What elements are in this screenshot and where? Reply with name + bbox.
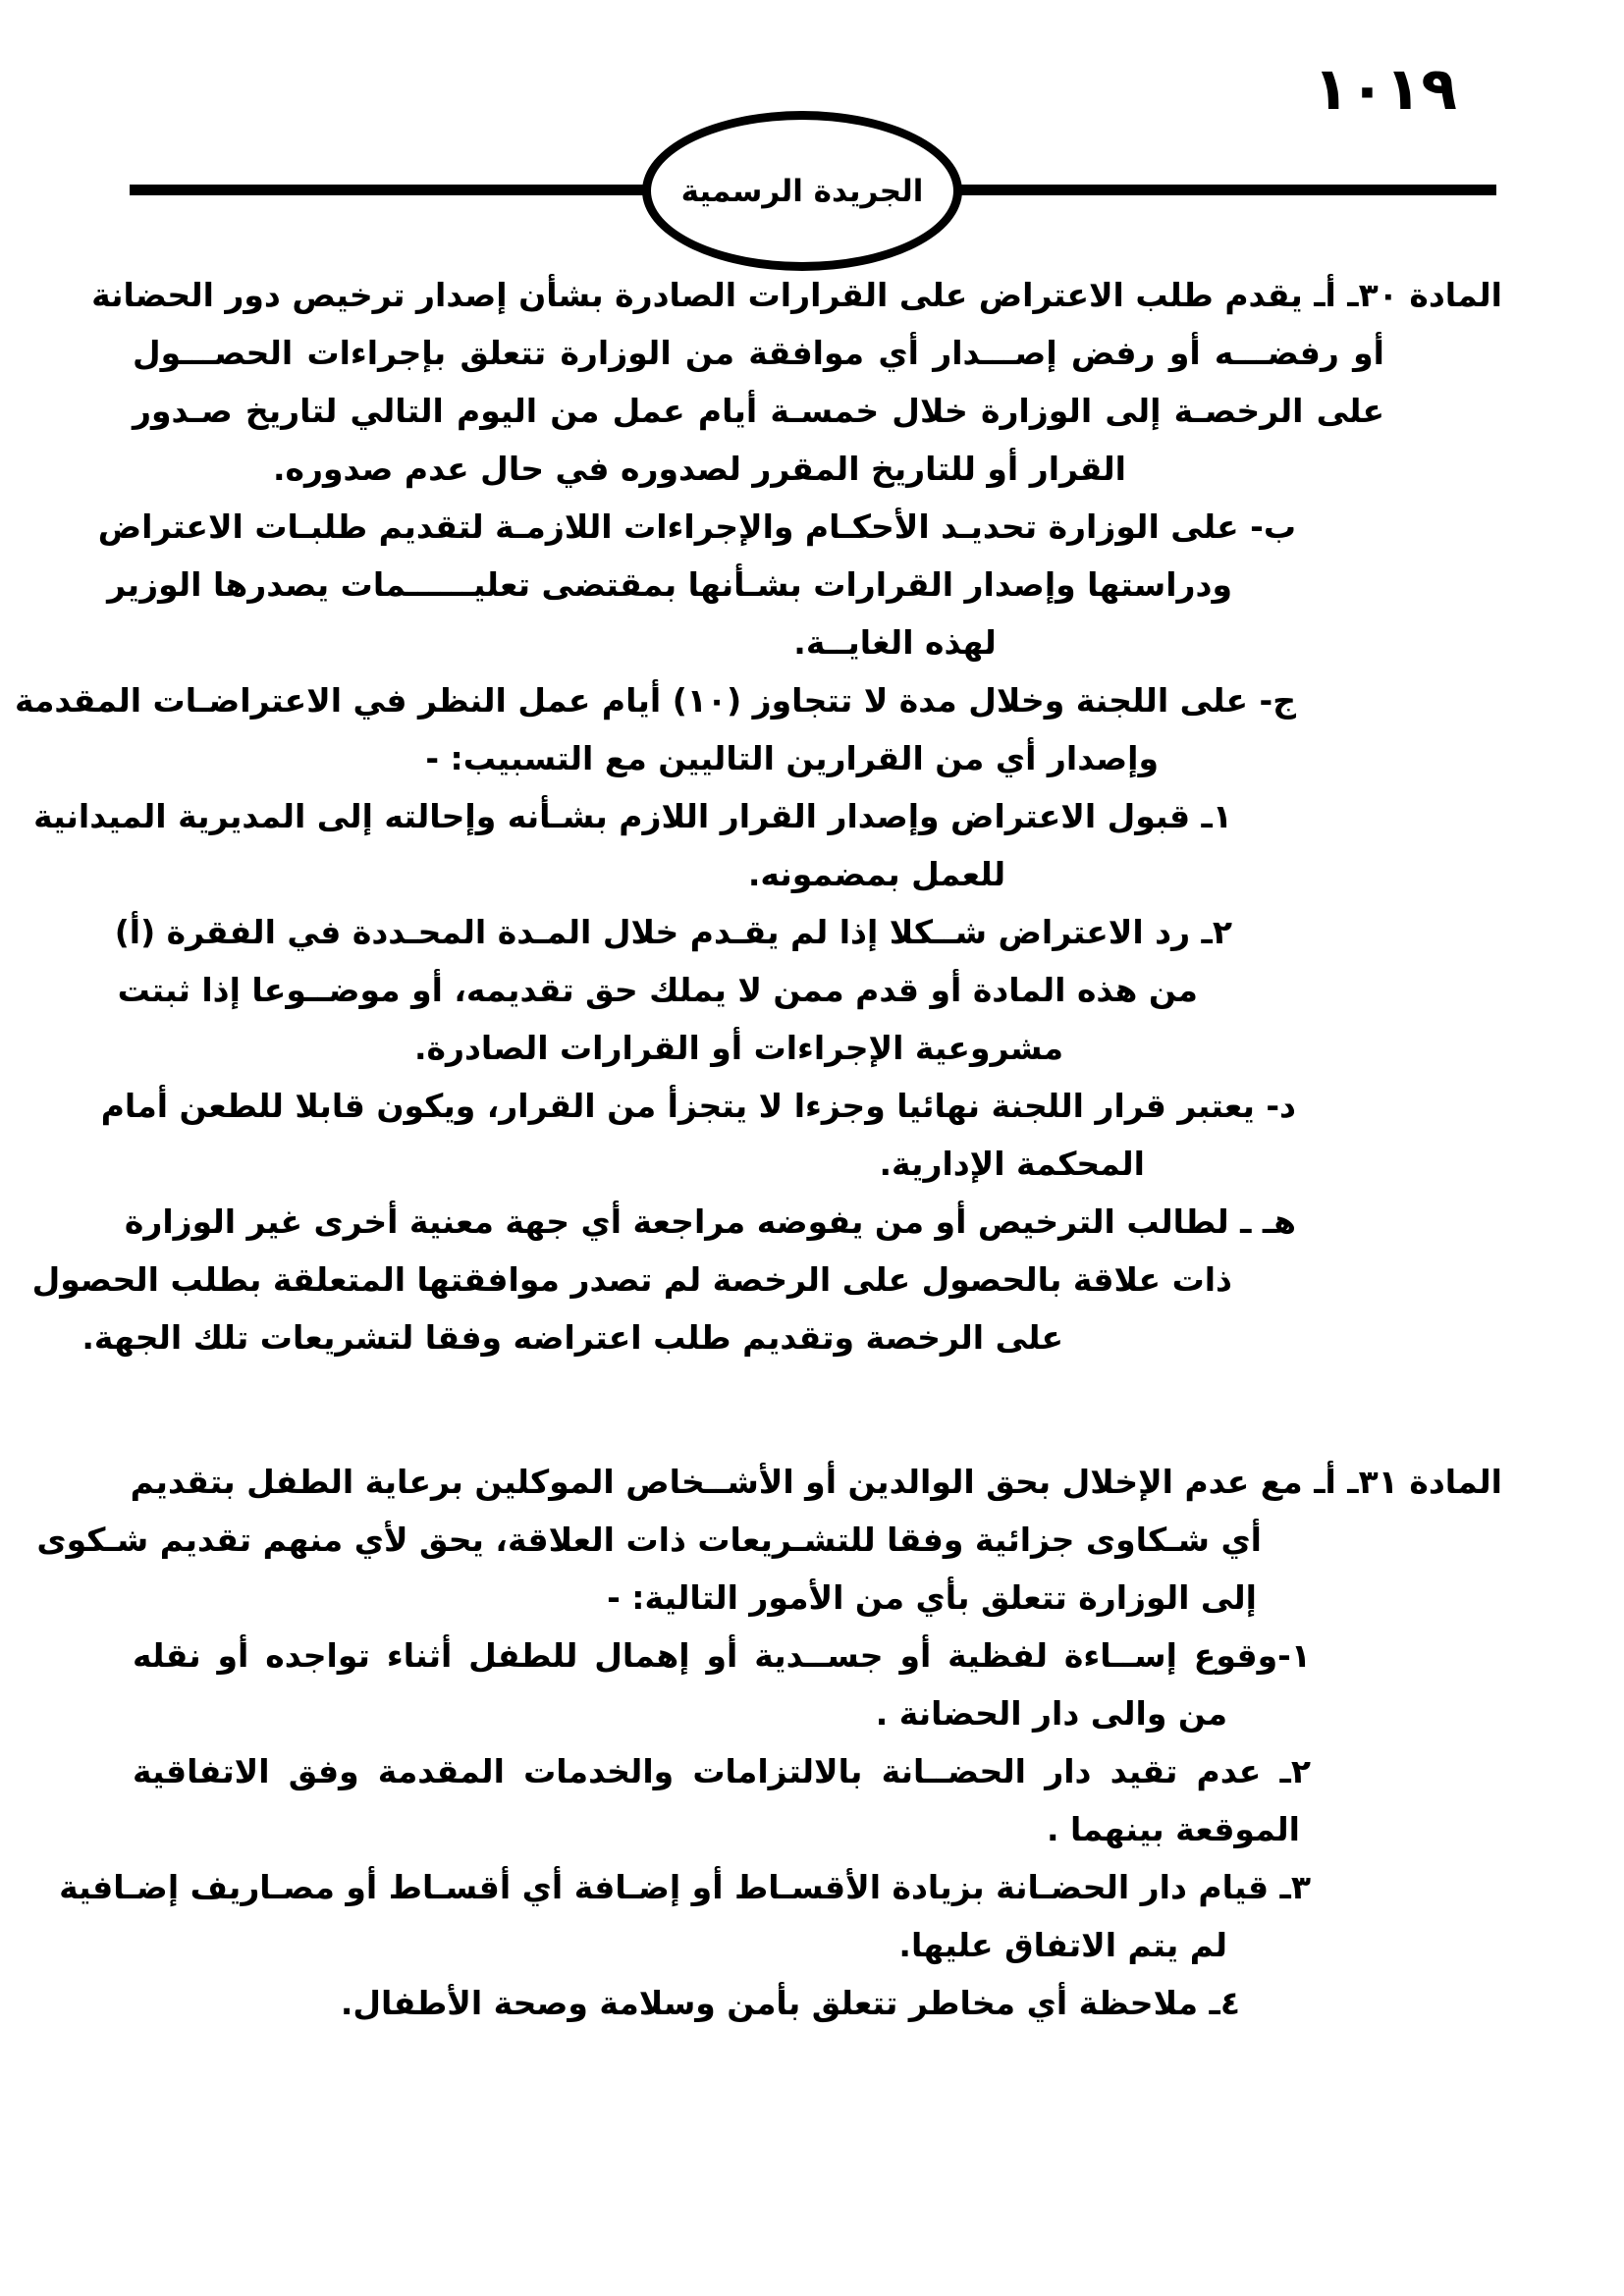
text-line: من والى دار الحضانة . [875, 1694, 1227, 1733]
text-line: القرار أو للتاريخ المقرر لصدوره في حال عدم صدوره. [272, 450, 1126, 488]
text-line: المحكمة الإدارية. [879, 1145, 1145, 1183]
text-line: ٢ـ رد الاعتراض شــكلا إذا لم يقـدم خلال المـدة المحـددة في الفقرة (أ) [114, 913, 1232, 951]
text-line: على الرخصة وتقديم طلب اعتراضه وفقا لتشريعات تلك الجهة. [81, 1318, 1063, 1357]
text-line: وإصدار أي من القرارين التاليين مع التسبيب: - [425, 739, 1159, 777]
text-line: إلى الوزارة تتعلق بأي من الأمور التالية: - [607, 1578, 1257, 1617]
text-line: مشروعية الإجراءات أو القرارات الصادرة. [413, 1029, 1063, 1067]
text-line: من هذه المادة أو قدم ممن لا يملك حق تقديمه، أو موضــوعا إذا ثبتت [117, 971, 1198, 1009]
text-line: ب- على الوزارة تحديـد الأحكـام والإجراءات اللازمـة لتقديم طلبـات الاعتراض [97, 507, 1296, 546]
text-line: على الرخصـة إلى الوزارة خلال خمسـة أيام عمل من اليوم التالي لتاريخ صـدور [133, 392, 1384, 430]
text-line: ذات علاقة بالحصول على الرخصة لم تصدر موافقتها المتعلقة بطلب الحصول [31, 1260, 1232, 1299]
page-body [14, 266, 1502, 2032]
text-line: للعمل بمضمونه. [747, 855, 1006, 893]
text-line: ج- على اللجنة وخلال مدة لا تتجاوز (١٠) أيام عمل النظر في الاعتراضـات المقدمة [14, 681, 1296, 720]
text-line: ٤ـ ملاحظة أي مخاطر تتعلق بأمن وسلامة وصحة الأطفال. [340, 1984, 1240, 2022]
gazette-title: الجريدة الرسمية [680, 173, 924, 209]
page-number: ١٠١٩ [1313, 55, 1457, 124]
article-gap [133, 1366, 1502, 1453]
text-line: ٣ـ قيام دار الحضـانة بزيادة الأقسـاط أو إضـافة أي أقسـاط أو مصـاريف إضـافية [59, 1868, 1311, 1906]
text-line: د- يعتبر قرار اللجنة نهائيا وجزءا لا يتجزأ من القرار، ويكون قابلا للطعن أمام [100, 1087, 1296, 1125]
text-line: أي شـكاوى جزائية وفقا للتشـريعات ذات العلاقة، يحق لأي منهم تقديم شـكوى [36, 1521, 1262, 1559]
text-line: هـ ـ لطالب الترخيص أو من يفوضه مراجعة أي جهة معنية أخرى غير الوزارة [124, 1202, 1296, 1241]
article-31 [36, 1453, 1502, 2032]
text-line: لهذه الغايــة. [793, 623, 997, 662]
text-line: ١-وقوع إســاءة لفظية أو جســدية أو إهمال للطفل أثناء تواجده أو نقله [133, 1636, 1311, 1675]
article-30 [14, 266, 1502, 1366]
text-line: الموقعة بينهما . [1047, 1810, 1300, 1848]
text-line: أو رفضـــه أو رفض إصـــدار أي موافقة من الوزارة تتعلق بإجراءات الحصـــول [133, 334, 1384, 372]
text-line: ودراستها وإصدار القرارات بشـأنها بمقتضى تعليــــــمات يصدرها الوزير [107, 565, 1232, 604]
text-line: المادة ٣٠ـ أـ يقدم طلب الاعتراض على القرارات الصادرة بشأن إصدار ترخيص دور الحضانة [91, 276, 1502, 314]
text-line: لم يتم الاتفاق عليها. [898, 1926, 1227, 1964]
text-line: المادة ٣١ـ أـ مع عدم الإخلال بحق الوالدين أو الأشــخاص الموكلين برعاية الطفل بتقديم [130, 1463, 1502, 1501]
text-line: ١ـ قبول الاعتراض وإصدار القرار اللازم بشـأنه وإحالته إلى المديرية الميدانية [33, 797, 1232, 835]
gazette-title-badge [642, 111, 962, 271]
text-line: ٢ـ عدم تقيد دار الحضــانة بالالتزامات والخدمات المقدمة وفق الاتفاقية [133, 1752, 1311, 1790]
